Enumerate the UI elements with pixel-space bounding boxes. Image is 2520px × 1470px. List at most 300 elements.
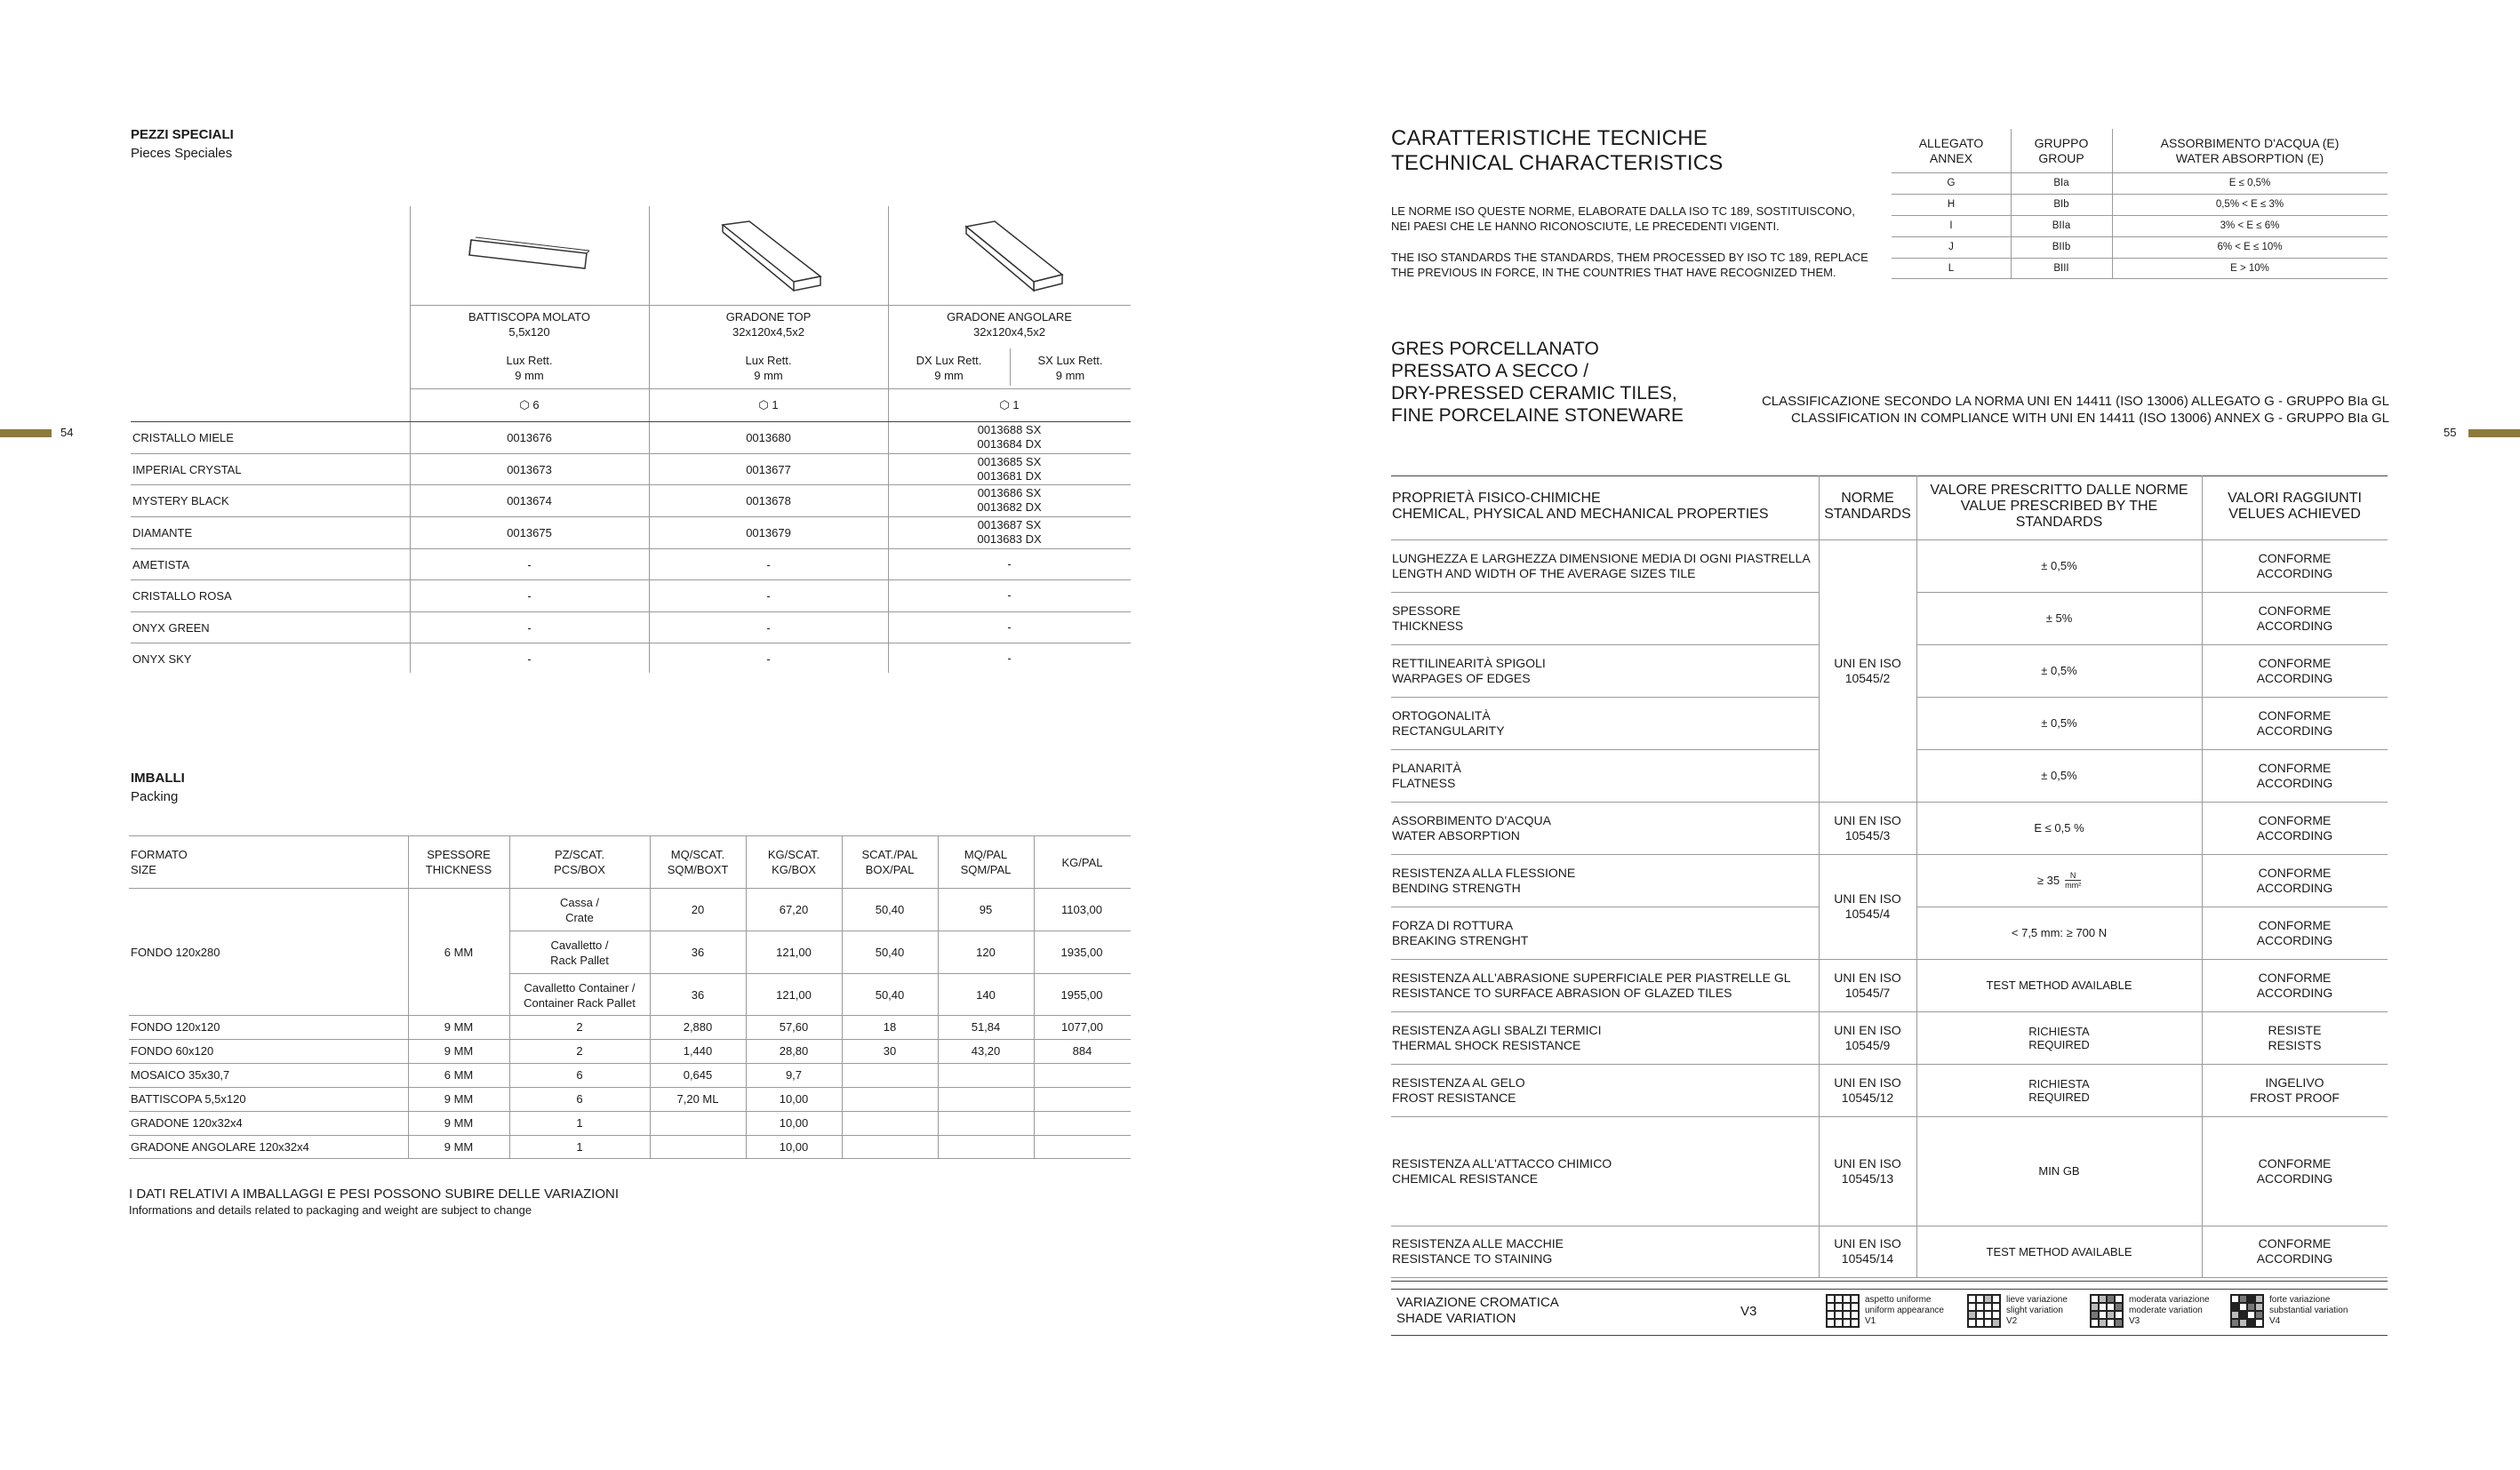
property-en: LENGTH AND WIDTH OF THE AVERAGE SIZES TILE	[1392, 565, 1696, 580]
code-sx: 0013688 SX	[977, 423, 1042, 436]
bending-strength-value	[2037, 871, 2081, 890]
code-battiscopa: 0013674	[507, 493, 552, 507]
pallet-type-en: Container Rack Pallet	[524, 995, 636, 1010]
pallet-type	[509, 889, 650, 931]
norm-line-1: UNI EN ISO	[1834, 1155, 1901, 1170]
code-dx: 0013684 DX	[977, 437, 1042, 451]
code-battiscopa: -	[527, 588, 532, 603]
achieved-value	[2202, 959, 2388, 1011]
property-name	[1392, 1226, 1816, 1277]
packing-value	[1034, 1063, 1131, 1087]
standard-norm	[1819, 1064, 1916, 1116]
gres-title: GRES PORCELLANATO PRESSATO A SECCO / DRY-PRESSED CERAMIC TILES, FINE PORCELAINE STONEWARE	[1391, 339, 1684, 426]
shade-value: V3	[1740, 1304, 1757, 1319]
norm-line-2: 10545/14	[1841, 1251, 1894, 1266]
product-2-pcs: ⬡ 1	[758, 398, 779, 411]
gradone-angolare-drawing	[956, 218, 1071, 293]
norm-line-1: UNI EN ISO	[1834, 812, 1901, 827]
page-number-right: 55	[2444, 426, 2457, 439]
achieved-en: ACCORDING	[2256, 827, 2333, 843]
packing-value: 6	[576, 1092, 583, 1106]
packing-value: 43,20	[971, 1044, 1001, 1058]
packing-value: 36	[691, 946, 705, 959]
header-it: PZ/SCAT.	[554, 848, 605, 861]
achieved-it: CONFORME	[2258, 917, 2332, 932]
shade-item-v4	[2230, 1294, 2348, 1328]
packing-header	[511, 840, 648, 884]
color-name: ONYX SKY	[132, 651, 192, 666]
code-battiscopa: -	[527, 557, 532, 571]
achieved-en: ACCORDING	[2256, 932, 2333, 947]
header-en: THICKNESS	[425, 863, 492, 876]
annex-header-en: WATER ABSORPTION (E)	[2175, 151, 2324, 165]
achieved-it: CONFORME	[2258, 760, 2332, 775]
property-name	[1392, 1011, 1816, 1064]
fondo-thickness: 6 MM	[444, 945, 474, 959]
annex-cell: L	[1948, 262, 1955, 274]
packing-value: 7,20 ML	[676, 1092, 719, 1106]
property-name	[1392, 697, 1816, 749]
thickness: 9 MM	[444, 1020, 474, 1034]
shade-label-en: SHADE VARIATION	[1396, 1311, 1516, 1326]
packing-value: 2,880	[683, 1020, 713, 1034]
shade-text: V4	[2269, 1316, 2281, 1326]
annex-header-it: ASSORBIMENTO D'ACQUA (E)	[2160, 136, 2340, 150]
achieved-value	[2202, 907, 2388, 959]
code-gradone-angolare	[888, 484, 1131, 516]
property-en: BENDING STRENGTH	[1392, 880, 1521, 895]
header-it: KG/SCAT.	[767, 848, 820, 861]
property-name	[1392, 1064, 1816, 1116]
annex-cell: 3% < E ≤ 6%	[2220, 220, 2280, 231]
annex-header-en: GROUP	[2038, 151, 2084, 165]
iso-en-1: THE ISO STANDARDS THE STANDARDS, THEM PROCESSED BY ISO TC 189, REPLACE	[1391, 251, 1868, 264]
pezzi-subtitle: Pieces Speciales	[131, 146, 233, 161]
properties-header-en: VELUES ACHIEVED	[2228, 507, 2361, 522]
prescribed-value-text: MIN GB	[2038, 1164, 2080, 1178]
achieved-en: ACCORDING	[2256, 1251, 2333, 1266]
packaging-note-it: I DATI RELATIVI A IMBALLAGGI E PESI POSSONO SUBIRE DELLE VARIAZIONI	[129, 1186, 619, 1202]
prescribed-value	[1916, 539, 2202, 592]
prescribed-value-text: ± 0,5%	[2041, 769, 2077, 782]
product-2-size: 32x120x4,5x2	[732, 325, 804, 339]
property-en: WATER ABSORPTION	[1392, 827, 1520, 843]
pallet-type-it: Cavalletto /	[550, 938, 609, 952]
prescribed-value-text: TEST METHOD AVAILABLE	[1986, 1244, 2132, 1258]
property-it: RESISTENZA ALL'ATTACCO CHIMICO	[1392, 1155, 1612, 1170]
color-name: ONYX GREEN	[132, 620, 210, 635]
code-gradone-angolare	[888, 611, 1131, 643]
norm-line-2: 10545/12	[1841, 1090, 1894, 1105]
achieved-it: CONFORME	[2258, 865, 2332, 880]
achieved-it: CONFORME	[2258, 1155, 2332, 1170]
packing-header	[748, 840, 840, 884]
shade-label-it: VARIAZIONE CROMATICA	[1396, 1295, 1559, 1310]
packing-header	[652, 840, 744, 884]
color-name: IMPERIAL CRYSTAL	[132, 462, 242, 476]
achieved-it: CONFORME	[2258, 655, 2332, 670]
gold-marker-right	[2468, 429, 2520, 437]
property-it: RETTILINEARITÀ SPIGOLI	[1392, 655, 1546, 670]
property-name	[1392, 854, 1816, 907]
packing-value	[938, 1063, 1034, 1087]
gold-marker-left	[0, 429, 52, 437]
packing-value: 30	[883, 1044, 897, 1058]
annex-header-it: GRUPPO	[2034, 136, 2089, 150]
achieved-value	[2202, 1064, 2388, 1116]
packing-value: 95	[979, 903, 993, 916]
packing-value: 6	[576, 1068, 583, 1082]
shade-item-v1	[1826, 1294, 1944, 1328]
shade-text: aspetto uniforme	[1865, 1295, 1932, 1305]
packing-value: 1103,00	[1060, 903, 1103, 916]
product-3-size: 32x120x4,5x2	[973, 325, 1045, 339]
thickness: 9 MM	[444, 1140, 474, 1154]
shade-text: moderate variation	[2129, 1306, 2203, 1315]
norm-line-2: 10545/3	[1844, 827, 1891, 843]
thickness: 9 MM	[444, 1116, 474, 1130]
properties-header	[1819, 484, 1916, 529]
property-it: ASSORBIMENTO D'ACQUA	[1392, 812, 1551, 827]
property-it: RESISTENZA AL GELO	[1392, 1075, 1525, 1090]
thickness: 9 MM	[444, 1044, 474, 1058]
achieved-en: ACCORDING	[2256, 1170, 2333, 1186]
prescribed-value	[1916, 907, 2202, 959]
packing-value	[650, 1111, 746, 1135]
product-2-name: GRADONE TOP	[725, 310, 812, 324]
header-en: SQM/BOXT	[667, 863, 729, 876]
prescribed-value	[1916, 1011, 2202, 1064]
packing-value: 36	[691, 988, 705, 1002]
achieved-value	[2202, 697, 2388, 749]
color-name: CRISTALLO MIELE	[132, 430, 234, 444]
header-en: SIZE	[131, 863, 156, 876]
shade-text: lieve variazione	[2006, 1295, 2068, 1305]
packing-value: 10,00	[779, 1140, 809, 1154]
shade-text: V2	[2006, 1316, 2018, 1326]
product-2-thick: 9 mm	[754, 369, 783, 382]
property-it: RESISTENZA ALLA FLESSIONE	[1392, 865, 1576, 880]
annex-header-it: ALLEGATO	[1918, 136, 1984, 150]
header-it: MQ/PAL	[964, 848, 1008, 861]
packing-value	[842, 1087, 938, 1111]
product-1-name: BATTISCOPA MOLATO	[468, 310, 590, 324]
achieved-it: RESISTE	[2268, 1022, 2322, 1037]
prescribed-value	[1916, 959, 2202, 1011]
property-en: THERMAL SHOCK RESISTANCE	[1392, 1037, 1581, 1052]
property-it: ORTOGONALITÀ	[1392, 707, 1491, 723]
achieved-value	[2202, 539, 2388, 592]
code-dx: 0013683 DX	[977, 532, 1042, 546]
code-gradone-angolare	[888, 548, 1131, 580]
product-1-pcs: ⬡ 6	[519, 398, 540, 411]
color-name: AMETISTA	[132, 557, 190, 571]
annex-cell: BIII	[2053, 262, 2069, 274]
shade-text: substantial variation	[2269, 1306, 2348, 1315]
packing-value: 67,20	[779, 903, 809, 916]
achieved-it: CONFORME	[2258, 550, 2332, 565]
annex-header	[2112, 133, 2388, 169]
prescribed-value	[1916, 644, 2202, 697]
prescribed-value	[1916, 592, 2202, 644]
packing-header	[131, 840, 406, 884]
header-en: SQM/PAL	[960, 863, 1012, 876]
packing-value: 1,440	[683, 1044, 713, 1058]
properties-header	[1392, 484, 1820, 529]
achieved-en: ACCORDING	[2256, 775, 2333, 790]
code-dx: 0013681 DX	[977, 469, 1042, 483]
prescribed-value-text: RICHIESTA	[2028, 1076, 2090, 1091]
property-en: FROST RESISTANCE	[1392, 1090, 1516, 1105]
norm-line-1: UNI EN ISO	[1834, 970, 1901, 985]
code-gradone-top: 0013679	[746, 525, 791, 539]
packing-value: 28,80	[779, 1044, 809, 1058]
packing-value: 50,40	[875, 988, 905, 1002]
packing-value: 50,40	[875, 903, 905, 916]
property-en: FLATNESS	[1392, 775, 1456, 790]
prescribed-value-text: TEST METHOD AVAILABLE	[1986, 979, 2132, 992]
standard-norm	[1819, 854, 1916, 959]
property-it: PLANARITÀ	[1392, 760, 1461, 775]
packing-value: 18	[883, 1020, 897, 1034]
packing-value: 121,00	[776, 988, 812, 1002]
packing-value: 57,60	[779, 1020, 809, 1034]
prescribed-value	[1916, 854, 2202, 907]
properties-header-en: CHEMICAL, PHYSICAL AND MECHANICAL PROPERTIES	[1392, 507, 1769, 522]
standard-norm	[1819, 959, 1916, 1011]
code-gradone-top: 0013677	[746, 462, 791, 476]
property-en: BREAKING STRENGHT	[1392, 932, 1529, 947]
unit-n: N	[2065, 871, 2081, 881]
norm-line-2: 10545/4	[1844, 907, 1891, 921]
properties-header-it: VALORI RAGGIUNTI	[2228, 491, 2362, 506]
header-it: SPESSORE	[427, 848, 491, 861]
prescribed-value-text: ± 5%	[2045, 611, 2073, 625]
norm-line-2: 10545/9	[1844, 1037, 1891, 1052]
packing-value	[938, 1087, 1034, 1111]
iso-en-2: THE PREVIOUS IN FORCE, IN THE COUNTRIES THAT HAVE RECOGNIZED THEM.	[1391, 266, 1836, 279]
prescribed-value-en: REQUIRED	[2028, 1037, 2090, 1051]
shade-grid-icon	[2090, 1294, 2124, 1328]
achieved-value	[2202, 854, 2388, 907]
packing-value: 140	[976, 988, 996, 1002]
property-en: WARPAGES OF EDGES	[1392, 670, 1531, 685]
shade-text: slight variation	[2006, 1306, 2063, 1315]
property-name	[1392, 644, 1816, 697]
code-sx: -	[1007, 651, 1012, 665]
annex-cell: E > 10%	[2230, 262, 2269, 274]
packing-value	[938, 1111, 1034, 1135]
code-battiscopa: 0013675	[507, 525, 552, 539]
properties-header-en: VALUE PRESCRIBED BY THE STANDARDS	[1960, 499, 2158, 530]
prescribed-value	[1916, 802, 2202, 854]
prescribed-value	[1916, 1064, 2202, 1116]
packing-value: 2	[576, 1020, 583, 1034]
code-battiscopa: -	[527, 651, 532, 666]
thickness: 9 MM	[444, 1092, 474, 1106]
prescribed-value-text: ± 0,5%	[2041, 559, 2077, 572]
annex-cell: 0,5% < E ≤ 3%	[2215, 198, 2284, 210]
prescribed-value-text: < 7,5 mm: ≥ 700 N	[2011, 926, 2108, 939]
iso-it-2: NEI PAESI CHE LE HANNO RICONOSCIUTE, LE PRECEDENTI VIGENTI.	[1391, 220, 1780, 233]
property-name	[1392, 592, 1816, 644]
achieved-value	[2202, 1116, 2388, 1226]
format-name: FONDO 60x120	[131, 1044, 214, 1058]
code-battiscopa: 0013676	[507, 430, 552, 444]
norm-line-2: 10545/2	[1844, 670, 1891, 685]
packing-value: 1935,00	[1060, 946, 1103, 959]
property-name	[1392, 959, 1816, 1011]
box-icon: ⬡	[999, 398, 1013, 411]
achieved-en: ACCORDING	[2256, 723, 2333, 738]
unit-fraction	[2065, 871, 2081, 890]
achieved-value	[2202, 802, 2388, 854]
packing-header	[844, 840, 936, 884]
standard-norm	[1819, 1116, 1916, 1226]
property-name	[1392, 539, 1816, 592]
property-en: RESISTANCE TO SURFACE ABRASION OF GLAZED TILES	[1392, 985, 1732, 1000]
color-name: CRISTALLO ROSA	[132, 588, 232, 603]
shade-text: forte variazione	[2269, 1295, 2331, 1305]
shade-grid-icon	[1967, 1294, 2001, 1328]
packing-value: 10,00	[779, 1116, 809, 1130]
standard-norm	[1819, 1226, 1916, 1277]
annex-cell: BIb	[2053, 198, 2069, 210]
property-en: THICKNESS	[1392, 618, 1464, 633]
code-sx: -	[1007, 620, 1012, 634]
standard-norm	[1819, 802, 1916, 854]
code-gradone-angolare	[888, 579, 1131, 611]
header-it: SCAT./PAL	[861, 848, 918, 861]
packing-value: 884	[1072, 1044, 1092, 1058]
property-it: RESISTENZA ALLE MACCHIE	[1392, 1236, 1564, 1250]
packing-value	[842, 1135, 938, 1159]
code-gradone-top: 0013678	[746, 493, 791, 507]
packing-value	[650, 1135, 746, 1159]
achieved-it: CONFORME	[2258, 1236, 2332, 1250]
packing-value: 120	[976, 946, 996, 959]
header-it: MQ/SCAT.	[670, 848, 725, 861]
annex-header	[1892, 133, 2011, 169]
thickness: 6 MM	[444, 1068, 474, 1082]
annex-cell: BIIb	[2052, 241, 2071, 252]
property-name	[1392, 749, 1816, 802]
pallet-type	[509, 974, 650, 1016]
code-battiscopa: -	[527, 620, 532, 635]
prescribed-value	[1916, 1226, 2202, 1277]
packing-value	[842, 1111, 938, 1135]
format-name: GRADONE 120x32x4	[131, 1116, 243, 1130]
battiscopa-drawing	[467, 233, 591, 277]
annex-cell: I	[1949, 220, 1953, 231]
code-gradone-top: -	[766, 588, 771, 603]
prescribed-value	[1916, 1116, 2202, 1226]
code-sx: 0013685 SX	[977, 455, 1042, 468]
packing-value: 121,00	[776, 946, 812, 959]
achieved-value	[2202, 592, 2388, 644]
properties-header	[1916, 484, 2202, 529]
property-it: RESISTENZA ALL'ABRASIONE SUPERFICIALE PER PIASTRELLE GL	[1392, 970, 1791, 985]
code-gradone-angolare	[888, 421, 1131, 453]
properties-header-it: NORME	[1841, 491, 1894, 506]
achieved-value	[2202, 1226, 2388, 1277]
header-en: BOX/PAL	[865, 863, 915, 876]
gradone-top-drawing	[716, 218, 831, 293]
color-name: DIAMANTE	[132, 525, 193, 539]
shade-text: uniform appearance	[1865, 1306, 1944, 1315]
packing-value: 9,7	[785, 1068, 803, 1082]
tech-title-en: TECHNICAL CHARACTERISTICS	[1391, 151, 1724, 175]
iso-it-1: LE NORME ISO QUESTE NORME, ELABORATE DALLA ISO TC 189, SOSTITUISCONO,	[1391, 204, 1855, 218]
achieved-en: ACCORDING	[2256, 985, 2333, 1000]
code-sx: -	[1007, 588, 1012, 602]
color-name: MYSTERY BLACK	[132, 493, 229, 507]
shade-item-v3	[2090, 1294, 2210, 1328]
packing-header	[1036, 840, 1129, 884]
properties-header	[2202, 484, 2388, 529]
annex-header	[2011, 133, 2112, 169]
packing-value: 51,84	[971, 1020, 1001, 1034]
product-3-pcs: ⬡ 1	[999, 398, 1020, 411]
packing-value: 1955,00	[1060, 988, 1103, 1002]
norm-line-1: UNI EN ISO	[1834, 891, 1901, 906]
properties-header-it: VALORE PRESCRITTO DALLE NORME	[1930, 483, 2188, 498]
annex-header-en: ANNEX	[1929, 151, 1973, 165]
packing-value	[1034, 1087, 1131, 1111]
prescribed-value-en: REQUIRED	[2028, 1090, 2090, 1104]
product-3-finish-dx: DX Lux Rett.	[916, 354, 982, 367]
product-1-size: 5,5x120	[508, 325, 550, 339]
packing-value	[842, 1063, 938, 1087]
product-3-thick-dx: 9 mm	[934, 369, 964, 382]
packing-value: 2	[576, 1044, 583, 1058]
code-battiscopa: 0013673	[507, 462, 552, 476]
annex-cell: BIa	[2053, 177, 2069, 188]
norm-line-2: 10545/13	[1841, 1170, 1894, 1186]
shade-grid-icon	[2230, 1294, 2264, 1328]
header-it: FORMATO	[131, 848, 188, 861]
imballi-subtitle: Packing	[131, 789, 179, 804]
classification-en: CLASSIFICATION IN COMPLIANCE WITH UNI EN 14411 (ISO 13006) ANNEX G - GRUPPO BIa GL	[1791, 411, 2389, 426]
packing-value: 10,00	[779, 1092, 809, 1106]
code-sx: -	[1007, 557, 1012, 571]
achieved-it: INGELIVO	[2265, 1075, 2324, 1090]
norm-line-1: UNI EN ISO	[1834, 1022, 1901, 1037]
format-name: FONDO 120x120	[131, 1020, 220, 1034]
fondo-name: FONDO 120x280	[131, 945, 220, 959]
shade-text: V3	[2129, 1316, 2140, 1326]
format-name: BATTISCOPA 5,5x120	[131, 1092, 246, 1106]
norm-line-1: UNI EN ISO	[1834, 1236, 1901, 1250]
packing-value: 0,645	[683, 1068, 713, 1082]
pallet-type-en: Rack Pallet	[550, 953, 609, 967]
properties-header-en: STANDARDS	[1824, 507, 1911, 522]
prescribed-value-text: ± 0,5%	[2041, 664, 2077, 677]
annex-cell: J	[1948, 241, 1954, 252]
shade-item-v2	[1967, 1294, 2068, 1328]
pezzi-title: PEZZI SPECIALI	[131, 127, 234, 142]
code-gradone-top: -	[766, 557, 771, 571]
prescribed-value-text: ≥ 35	[2036, 874, 2060, 887]
achieved-en: ACCORDING	[2256, 565, 2333, 580]
code-gradone-angolare	[888, 643, 1131, 675]
code-dx: 0013682 DX	[977, 500, 1042, 514]
property-name	[1392, 1116, 1816, 1226]
packaging-note-en: Informations and details related to packaging and weight are subject to change	[129, 1203, 532, 1217]
property-name	[1392, 802, 1816, 854]
header-en: KG/BOX	[772, 863, 816, 876]
property-it: RESISTENZA AGLI SBALZI TERMICI	[1392, 1022, 1602, 1037]
